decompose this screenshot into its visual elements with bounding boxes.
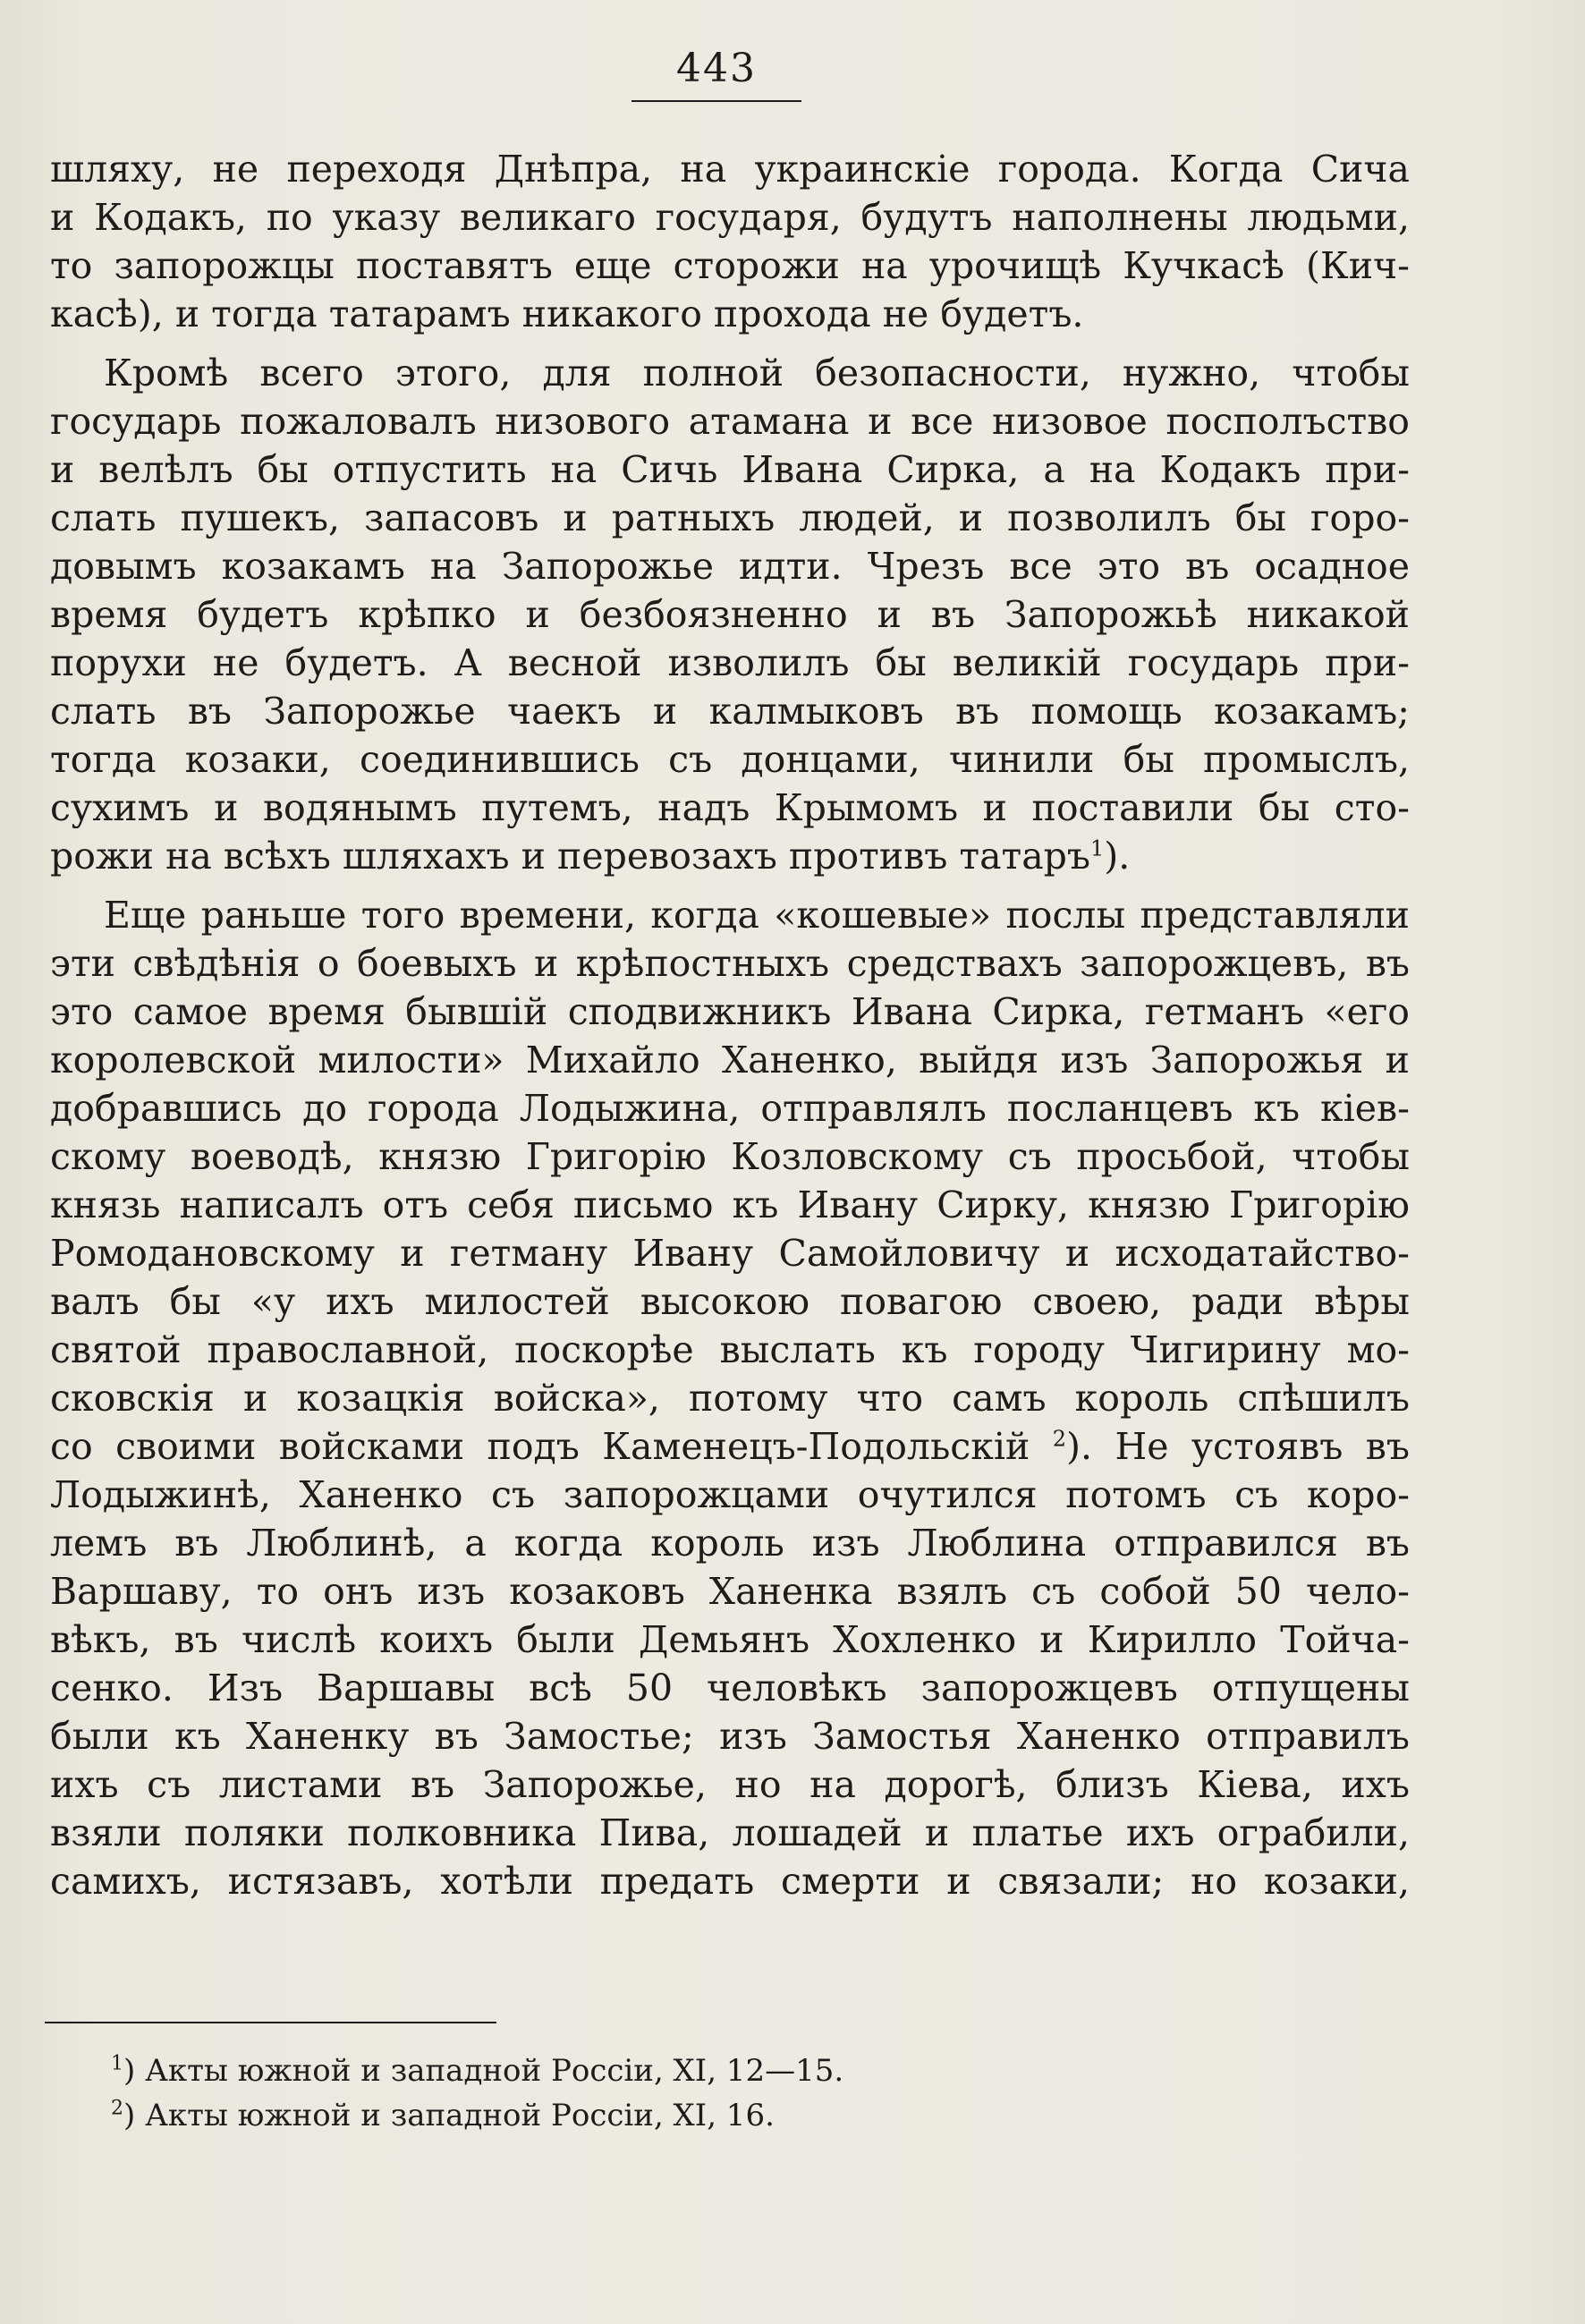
text-line (50, 590, 1410, 639)
text-line-content: Ромодановскому и гетману Ивану Самойловичу и исходатайство- (50, 1232, 1410, 1275)
footnote-text: ) Акты южной и западной Россіи, XI, 16. (123, 2098, 775, 2133)
text-line-content: слать пушекъ, запасовъ и ратныхъ людей, и позволилъ бы горо- (50, 496, 1410, 539)
text-line (50, 1519, 1410, 1567)
text-line-tail: ). (1104, 835, 1131, 878)
footnote-text: ) Акты южной и западной Россіи, XI, 12—15. (123, 2053, 844, 2089)
text-line-content: самихъ, истязавъ, хотѣли предать смерти и связали; но козаки, (50, 1860, 1410, 1903)
text-line-content: взяли поляки полковника Пива, лошадей и платье ихъ ограбили, (50, 1811, 1410, 1854)
text-line-content: со своими войсками подъ Каменецъ-Подольскій (50, 1425, 1053, 1468)
text-line (50, 988, 1410, 1036)
text-line-content: слать въ Запорожье чаекъ и калмыковъ въ помощь козакамъ; (50, 690, 1410, 733)
text-line (50, 290, 1410, 338)
text-line (50, 193, 1410, 242)
text-line-content: вѣкъ, въ числѣ коихъ были Демьянъ Хохленко и Кирилло Тойча- (50, 1618, 1410, 1661)
text-line (50, 1277, 1410, 1326)
footnote-reference: 2 (1052, 1426, 1066, 1452)
text-line-content: добравшись до города Лодыжина, отправлялъ посланцевъ къ кіев- (50, 1087, 1410, 1130)
footnote (111, 2093, 1274, 2138)
footnote-rule (45, 2022, 496, 2023)
text-line (50, 145, 1410, 193)
text-line-content: довымъ козакамъ на Запорожье идти. Чрезъ все это въ осадное (50, 545, 1410, 588)
text-line-content: королевской милости» Михайло Ханенко, выйдя изъ Запорожья и (50, 1039, 1410, 1081)
text-line (50, 1712, 1410, 1760)
text-line (50, 349, 1410, 397)
text-line (50, 939, 1410, 988)
text-line-content: время будетъ крѣпко и безбоязненно и въ Запорожьѣ никакой (50, 593, 1410, 636)
text-line (50, 1809, 1410, 1857)
text-line (50, 687, 1410, 735)
text-line (50, 891, 1410, 939)
text-line-content: Лодыжинѣ, Ханенко съ запорожцами очутился потомъ съ коро- (50, 1473, 1410, 1516)
text-line-content: Варшаву, то онъ изъ козаковъ Ханенка взялъ съ собой 50 чело- (50, 1570, 1410, 1613)
text-line (50, 445, 1410, 494)
text-line-content: рожи на всѣхъ шляхахъ и перевозахъ противъ татаръ (50, 835, 1090, 878)
text-line (50, 397, 1410, 445)
text-line (50, 1471, 1410, 1519)
text-line (50, 542, 1410, 590)
footnotes (111, 2048, 1274, 2138)
text-line-content: сенко. Изъ Варшавы всѣ 50 человѣкъ запорожцевъ отпущены (50, 1667, 1410, 1709)
text-line-content: это самое время бывшій сподвижникъ Ивана Сирка, гетманъ «его (50, 990, 1410, 1033)
text-line (50, 1181, 1410, 1229)
text-line-content: шляху, не переходя Днѣпра, на украинскіе города. Когда Сича (50, 148, 1410, 191)
text-line (50, 242, 1410, 290)
text-line-content: лемъ въ Люблинѣ, а когда король изъ Люблина отправился въ (50, 1522, 1410, 1565)
text-line (50, 1664, 1410, 1712)
text-line-content: касѣ), и тогда татарамъ никакого прохода не будетъ. (50, 293, 1084, 335)
text-line-content: сковскія и козацкія войска», потому что самъ король спѣшилъ (50, 1377, 1410, 1420)
header-rule (631, 100, 801, 102)
text-line-content: и Кодакъ, по указу великаго государя, будутъ наполнены людьми, (50, 196, 1410, 239)
text-line (50, 1857, 1410, 1905)
text-line (50, 784, 1410, 832)
text-line-content: скому воеводѣ, князю Григорію Козловскому съ просьбой, чтобы (50, 1135, 1410, 1178)
text-line (50, 1326, 1410, 1374)
footnote (111, 2048, 1274, 2093)
footnote-mark: 2 (111, 2097, 123, 2120)
text-line-content: были къ Ханенку въ Замостье; изъ Замостья Ханенко отправилъ (50, 1715, 1410, 1758)
text-line-content: Кромѣ всего этого, для полной безопасности, нужно, чтобы (104, 352, 1410, 394)
text-line (50, 639, 1410, 687)
text-line-content: князь написалъ отъ себя письмо къ Ивану Сирку, князю Григорію (50, 1183, 1410, 1226)
text-line (50, 1567, 1410, 1616)
text-line-content: и велѣлъ бы отпустить на Сичь Ивана Сирка, а на Кодакъ при- (50, 448, 1410, 491)
text-line (50, 1036, 1410, 1084)
body-text (50, 145, 1410, 1905)
text-line (50, 1422, 1410, 1471)
text-line-content: Еще раньше того времени, когда «кошевые» послы представляли (104, 894, 1410, 937)
text-line-content: эти свѣдѣнія о боевыхъ и крѣпостныхъ средствахъ запорожцевъ, въ (50, 942, 1410, 985)
text-line (50, 1616, 1410, 1664)
text-line (50, 735, 1410, 784)
text-line (50, 1229, 1410, 1277)
text-line-content: порухи не будетъ. А весной изволилъ бы великій государь при- (50, 641, 1410, 684)
text-line (50, 494, 1410, 542)
text-line-content: ихъ съ листами въ Запорожье, но на дорогѣ, близъ Кіева, ихъ (50, 1763, 1410, 1806)
text-line-content: сухимъ и водянымъ путемъ, надъ Крымомъ и поставили бы сто- (50, 786, 1410, 829)
text-line-content: то запорожцы поставятъ еще сторожи на урочищѣ Кучкасѣ (Кич- (50, 244, 1410, 287)
text-line-content: валъ бы «у ихъ милостей высокою повагою своею, ради вѣры (50, 1280, 1410, 1323)
text-line (50, 1374, 1410, 1422)
footnote-reference: 1 (1089, 835, 1105, 861)
paragraph-gap (50, 880, 1410, 891)
page-number: 443 (676, 46, 757, 91)
text-line (50, 1084, 1410, 1132)
text-line-content: государь пожаловалъ низового атамана и все низовое посполъство (50, 400, 1410, 443)
paragraph-gap (50, 338, 1410, 349)
footnote-mark: 1 (111, 2052, 123, 2075)
text-line-content: святой православной, поскорѣе выслать къ городу Чигирину мо- (50, 1328, 1410, 1371)
text-line (50, 832, 1410, 880)
text-line (50, 1760, 1410, 1809)
text-line-tail: ). Не устоявъ въ (1066, 1425, 1410, 1468)
text-line-content: тогда козаки, соединившись съ донцами, чинили бы промыслъ, (50, 738, 1410, 781)
text-line (50, 1132, 1410, 1181)
